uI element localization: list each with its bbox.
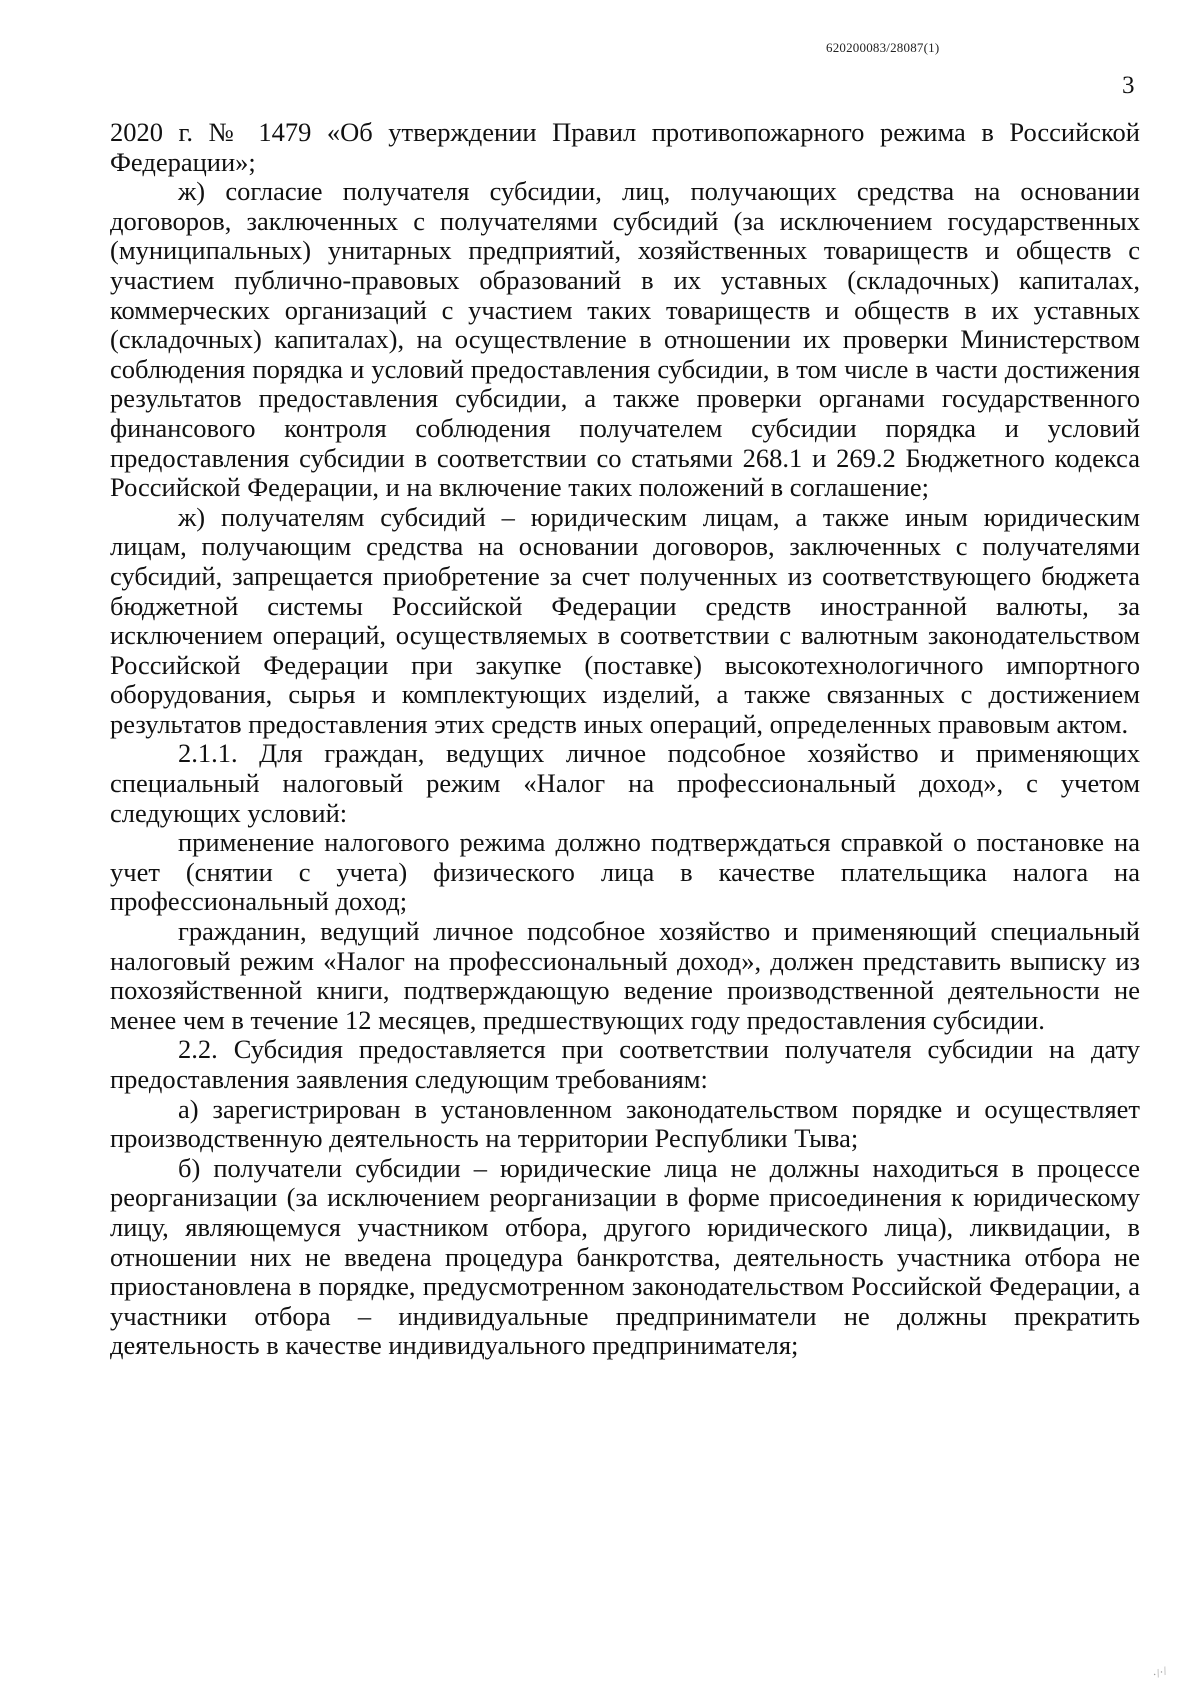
- paragraph-section-2-1-1: 2.1.1. Для граждан, ведущих личное подсобное хозяйство и применяющих специальный налоговый режим «Налог на профессиональный доход», с учетом следующих условий:: [110, 738, 1140, 828]
- paragraph-section-2-2: 2.2. Субсидия предоставляется при соответствии получателя субсидии на дату предоставления заявления следующим требованиям:: [110, 1034, 1140, 1094]
- paragraph-consent-clause: ж) согласие получателя субсидии, лиц, получающих средства на основании договоров, заключенных с получателями субсидий (за исключением государственных (муниципальных) унитарных предприятий, хозяйственных товариществ и обществ с участием публично-правовых образований в их уставных (складочных) капиталах, коммерческих организаций с участием таких товариществ и обществ в их уставных (складочных) капиталах), на осуществление в отношении их проверки Министерством соблюдения порядка и условий предоставления субсидии, в том числе в части достижения результатов предоставления субсидии, а также проверки органами государственного финансового контроля соблюдения получателем субсидии порядка и условий предоставления субсидии в соответствии со статьями 268.1 и 269.2 Бюджетного кодекса Российской Федерации, и на включение таких положений в соглашение;: [110, 176, 1140, 503]
- document-body: [110, 118, 1140, 1361]
- document-id: 620200083/28087(1): [826, 40, 940, 55]
- paragraph-requirement-b: б) получатели субсидии – юридические лица не должны находиться в процессе реорганизации (за исключением реорганизации в форме присоединения к юридическому лицу, являющемуся участником отбора, другого юридического лица), ликвидации, в отношении них не введена процедура банкротства, деятельность участника отбора не приостановлена в порядке, предусмотренном законодательством Российской Федерации, а участники отбора – индивидуальные предприниматели не должны прекратить деятельность в качестве индивидуального предпринимателя;: [110, 1152, 1140, 1361]
- paragraph-currency-prohibition: ж) получателям субсидий – юридическим лицам, а также иным юридическим лицам, получающим средства на основании договоров, заключенных с получателями субсидий, запрещается приобретение за счет полученных из соответствующего бюджета бюджетной системы Российской Федерации средств иностранной валюты, за исключением операций, осуществляемых в соответствии с валютным законодательством Российской Федерации при закупке (поставке) высокотехнологичного импортного оборудования, сырья и комплектующих изделий, а также связанных с достижением результатов предоставления этих средств иных операций, определенных правовым актом.: [110, 501, 1140, 739]
- page-number: 3: [1122, 72, 1135, 99]
- paragraph-household-book: гражданин, ведущий личное подсобное хозяйство и применяющий специальный налоговый режим «Налог на профессиональный доход», должен представить выписку из похозяйственной книги, подтверждающую ведение производственной деятельности не менее чем в течение 12 месяцев, предшествующих году предоставления субсидии.: [110, 916, 1140, 1035]
- scan-mark: ·/·/: [1150, 1663, 1169, 1682]
- paragraph-tax-regime-proof: применение налогового режима должно подтверждаться справкой о постановке на учет (снятии с учета) физического лица в качестве плательщика налога на профессиональный доход;: [110, 827, 1140, 917]
- paragraph-continuation: 2020 г. № 1479 «Об утверждении Правил противопожарного режима в Российской Федерации»;: [110, 117, 1140, 177]
- paragraph-requirement-a: а) зарегистрирован в установленном законодательством порядке и осуществляет производственную деятельность на территории Республики Тыва;: [110, 1093, 1140, 1154]
